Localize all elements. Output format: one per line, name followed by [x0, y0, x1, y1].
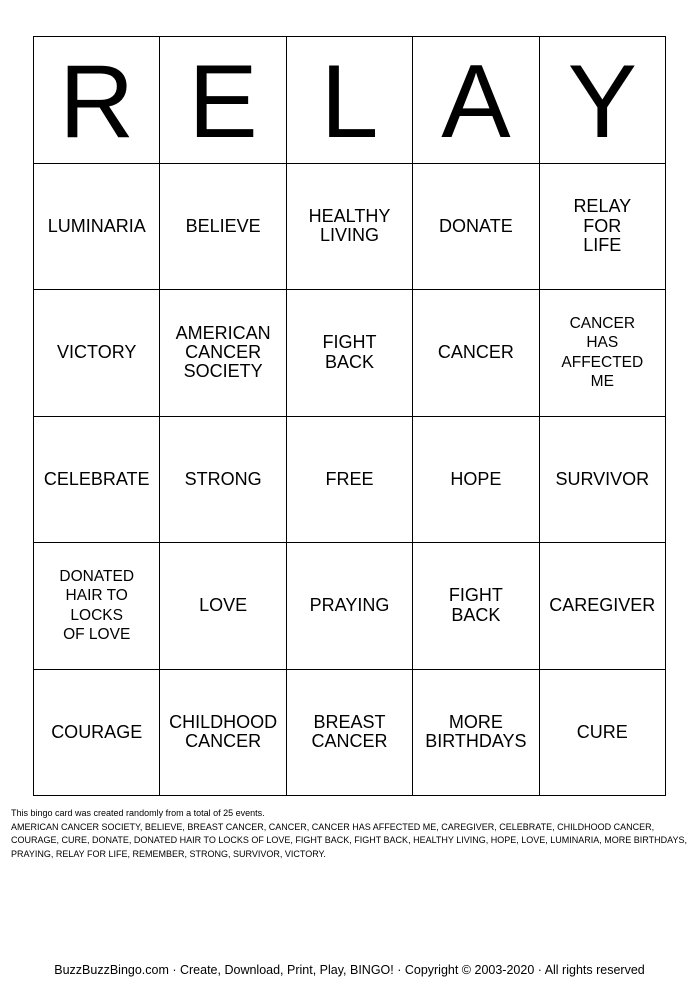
bingo-square: AMERICAN CANCER SOCIETY: [160, 290, 286, 417]
bingo-square: PRAYING: [287, 543, 413, 670]
bingo-square: MORE BIRTHDAYS: [413, 670, 539, 797]
bingo-square: SURVIVOR: [540, 417, 666, 544]
bingo-square: STRONG: [160, 417, 286, 544]
bingo-square: DONATE: [413, 164, 539, 291]
bingo-square: FREE: [287, 417, 413, 544]
header-letter: R: [34, 37, 160, 164]
header-letter: A: [413, 37, 539, 164]
bingo-square: CANCER HAS AFFECTED ME: [540, 290, 666, 417]
bingo-square: FIGHT BACK: [287, 290, 413, 417]
bingo-square: COURAGE: [34, 670, 160, 797]
note-intro: This bingo card was created randomly from a total of 25 events.: [11, 808, 265, 818]
bingo-square: CANCER: [413, 290, 539, 417]
bingo-square: LOVE: [160, 543, 286, 670]
bingo-square: HOPE: [413, 417, 539, 544]
bingo-square: CAREGIVER: [540, 543, 666, 670]
bingo-square: FIGHT BACK: [413, 543, 539, 670]
bingo-square: CELEBRATE: [34, 417, 160, 544]
header-letter: E: [160, 37, 286, 164]
note-word-list: AMERICAN CANCER SOCIETY, BELIEVE, BREAST CANCER, CANCER, CANCER HAS AFFECTED ME, CAREGIVER, CELEBRATE, CHILDHOOD CANCER, COURAGE, CURE, DONATE, DONATED HAIR TO LOCKS OF LOVE, FIGHT BACK, FIGHT BACK, HEALTHY LIVING, HOPE, LOVE, LUMINARIA, MORE BIRTHDAYS, PRAYING, RELAY FOR LIFE, REMEMBER, STRONG, SURVIVOR, VICTORY.: [11, 821, 687, 859]
card-note: [11, 807, 691, 861]
bingo-card: [33, 36, 666, 796]
bingo-square: CURE: [540, 670, 666, 797]
header-letter: L: [287, 37, 413, 164]
bingo-square: DONATED HAIR TO LOCKS OF LOVE: [34, 543, 160, 670]
bingo-square: BREAST CANCER: [287, 670, 413, 797]
footer-copyright: BuzzBuzzBingo.com · Create, Download, Print, Play, BINGO! · Copyright © 2003-2020 · All rights reserved: [54, 963, 645, 977]
bingo-square: RELAY FOR LIFE: [540, 164, 666, 291]
bingo-square: LUMINARIA: [34, 164, 160, 291]
bingo-square: VICTORY: [34, 290, 160, 417]
bingo-square: CHILDHOOD CANCER: [160, 670, 286, 797]
bingo-square: BELIEVE: [160, 164, 286, 291]
bingo-square: HEALTHY LIVING: [287, 164, 413, 291]
header-letter: Y: [540, 37, 666, 164]
